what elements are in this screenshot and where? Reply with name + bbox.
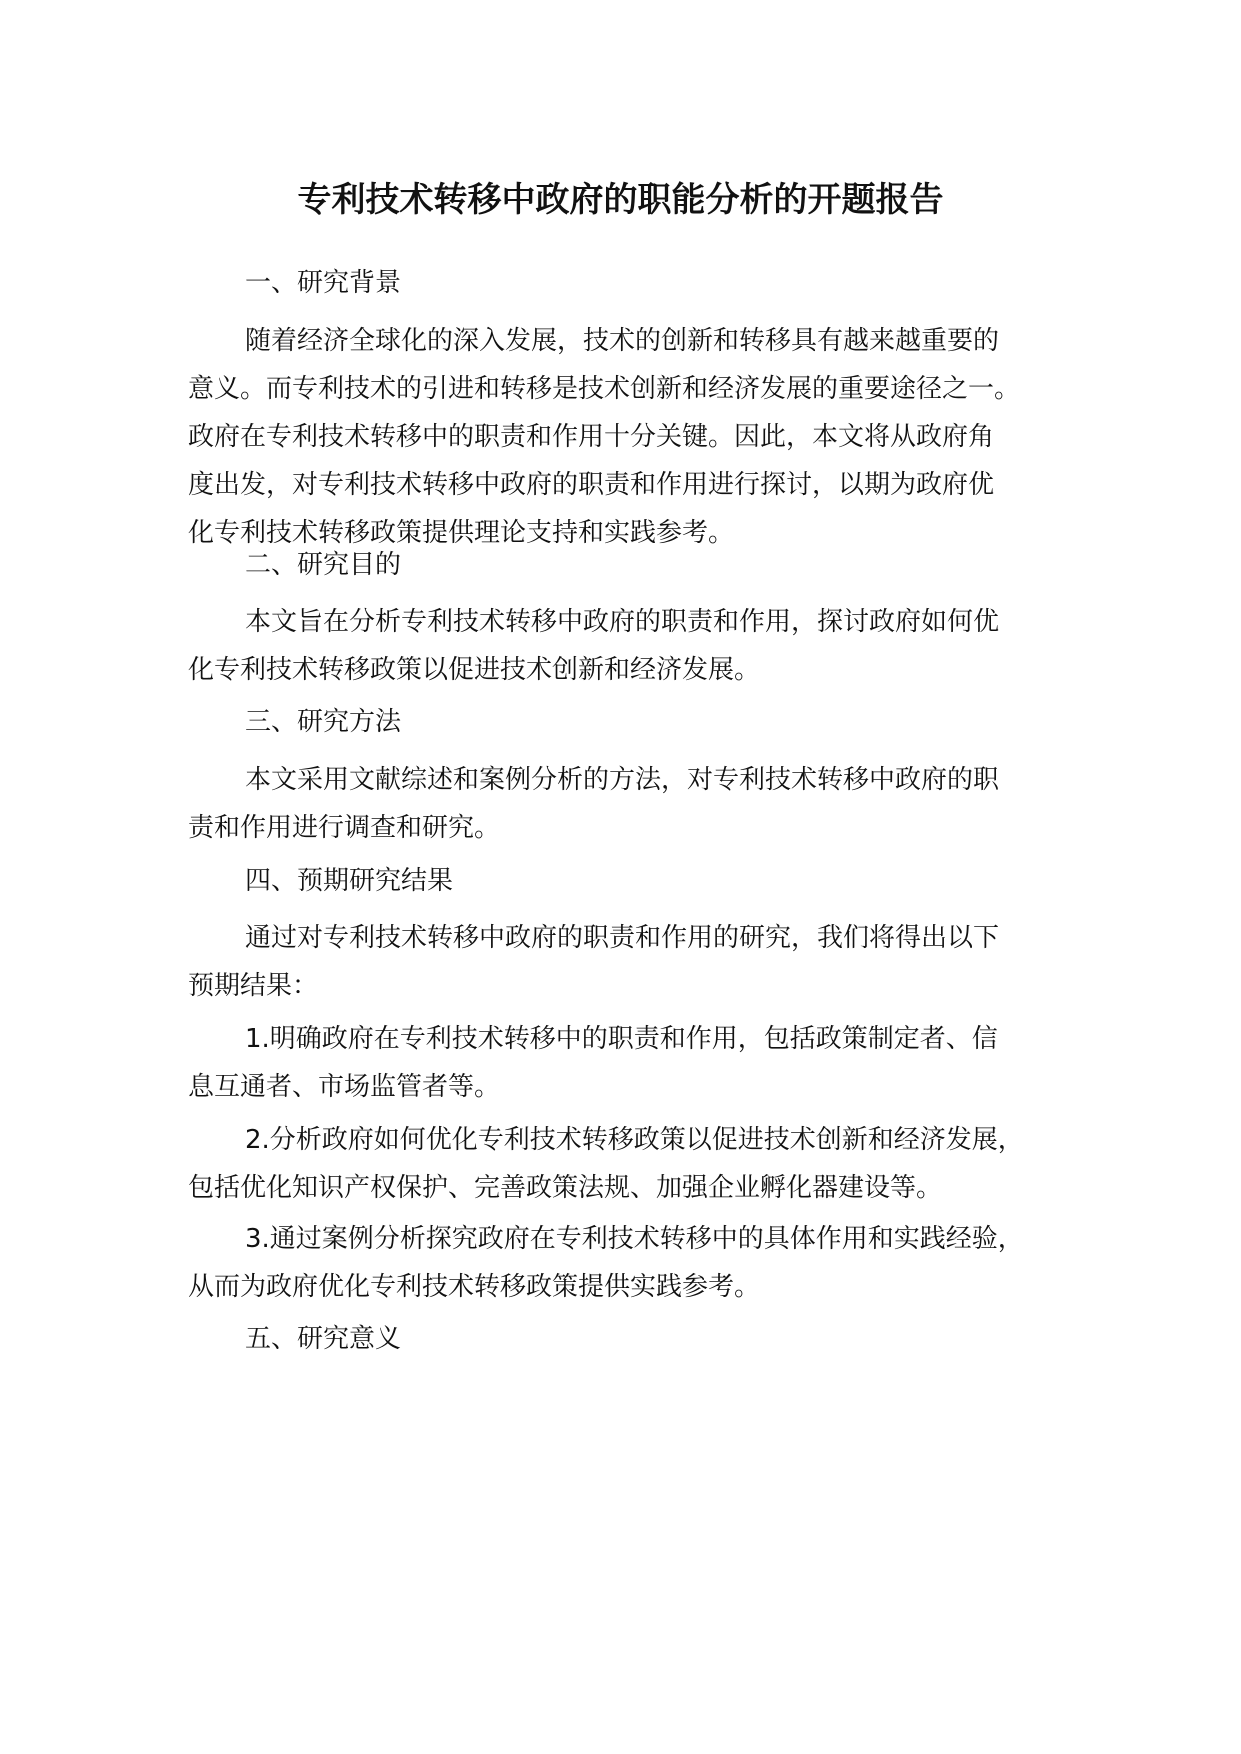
paragraph-expected-intro (188, 914, 1068, 1010)
paragraph-line: 政府在专利技术转移中的职责和作用十分关键。因此，本文将从政府角 (188, 422, 995, 452)
paragraph-line: 从而为政府优化专利技术转移政策提供实践参考。 (188, 1272, 761, 1302)
paragraph-background (188, 317, 1068, 557)
paragraph-line: 随着经济全球化的深入发展，技术的创新和转移具有越来越重要的 (245, 326, 1000, 356)
paragraph-line: 通过对专利技术转移中政府的职责和作用的研究，我们将得出以下 (245, 923, 1000, 953)
paragraph-line: 意义。而专利技术的引进和转移是技术创新和经济发展的重要途径之一。 (188, 374, 1021, 404)
section-heading-background: 一、研究背景 (245, 268, 402, 298)
section-heading-significance: 五、研究意义 (245, 1324, 402, 1354)
section-heading-method: 三、研究方法 (245, 707, 402, 737)
paragraph-line: 度出发，对专利技术转移中政府的职责和作用进行探讨，以期为政府优 (188, 470, 995, 500)
paragraph-line: 包括优化知识产权保护、完善政策法规、加强企业孵化器建设等。 (188, 1173, 943, 1203)
paragraph-line: 息互通者、市场监管者等。 (188, 1072, 501, 1102)
list-item-result-1 (188, 1015, 1068, 1111)
section-heading-expected-results: 四、预期研究结果 (245, 866, 454, 896)
paragraph-line: 1.明确政府在专利技术转移中的职责和作用，包括政策制定者、信 (245, 1024, 998, 1054)
list-item-result-2 (188, 1116, 1068, 1212)
section-heading-purpose: 二、研究目的 (245, 550, 402, 580)
paragraph-line: 责和作用进行调查和研究。 (188, 813, 501, 843)
paragraph-line: 3.通过案例分析探究政府在专利技术转移中的具体作用和实践经验， (245, 1224, 1024, 1254)
document-title: 专利技术转移中政府的职能分析的开题报告 (297, 180, 944, 220)
paragraph-line: 预期结果： (188, 971, 319, 1001)
paragraph-line: 化专利技术转移政策提供理论支持和实践参考。 (188, 518, 735, 548)
paragraph-line: 化专利技术转移政策以促进技术创新和经济发展。 (188, 655, 761, 685)
paragraph-method (188, 756, 1068, 852)
paragraph-line: 本文旨在分析专利技术转移中政府的职责和作用，探讨政府如何优 (245, 607, 1000, 637)
list-item-result-3 (188, 1215, 1068, 1311)
paragraph-line: 本文采用文献综述和案例分析的方法，对专利技术转移中政府的职 (245, 765, 1000, 795)
paragraph-purpose (188, 598, 1068, 694)
paragraph-line: 2.分析政府如何优化专利技术转移政策以促进技术创新和经济发展， (245, 1125, 1024, 1155)
